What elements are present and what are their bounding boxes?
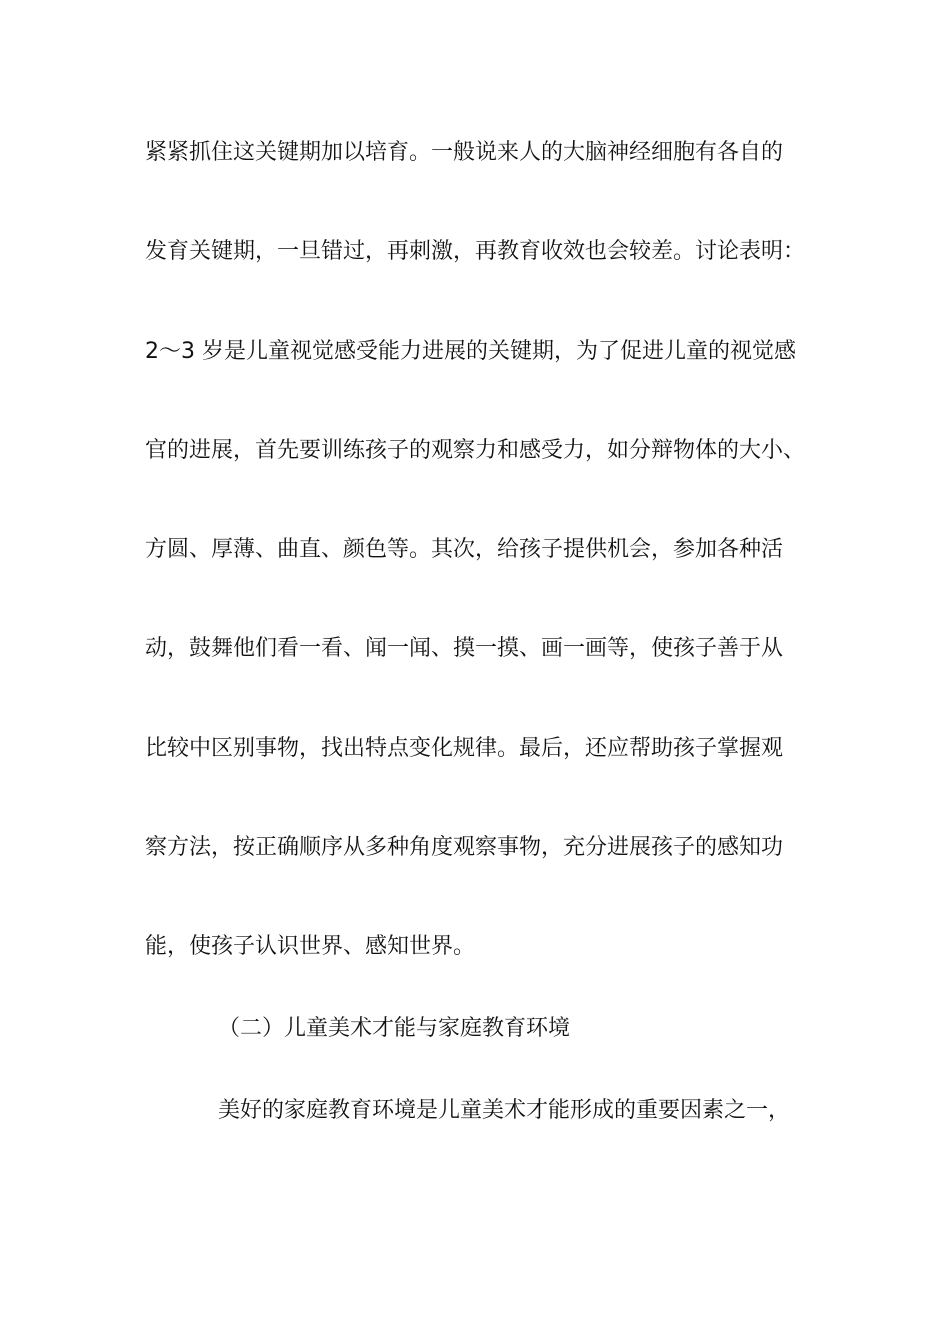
paragraph-first-line: 美好的家庭教育环境是儿童美术才能形成的重要因素之一， bbox=[218, 1098, 791, 1123]
body-text-line-1: 紧紧抓住这关键期加以培育。一般说来人的大脑神经细胞有各自的 bbox=[145, 140, 784, 165]
body-text-line-3: 2～3 岁是儿童视觉感受能力进展的关键期，为了促进儿童的视觉感 bbox=[145, 339, 796, 364]
body-text-line-8: 察方法，按正确顺序从多种角度观察事物，充分进展孩子的感知功 bbox=[145, 835, 784, 860]
body-text-line-7: 比较中区别事物，找出特点变化规律。最后，还应帮助孩子掌握观 bbox=[145, 736, 784, 761]
body-text-line-6: 动，鼓舞他们看一看、闻一闻、摸一摸、画一画等，使孩子善于从 bbox=[145, 636, 784, 661]
body-text-line-9: 能，使孩子认识世界、感知世界。 bbox=[145, 934, 476, 959]
body-text-line-4: 官的进展，首先要训练孩子的观察力和感受力，如分辩物体的大小、 bbox=[145, 438, 806, 463]
section-heading: （二）儿童美术才能与家庭教育环境 bbox=[218, 1016, 571, 1041]
body-text-line-2: 发育关键期，一旦错过，再刺激，再教育收效也会较差。讨论表明： bbox=[145, 239, 806, 264]
body-text-line-5: 方圆、厚薄、曲直、颜色等。其次，给孩子提供机会，参加各种活 bbox=[145, 537, 784, 562]
